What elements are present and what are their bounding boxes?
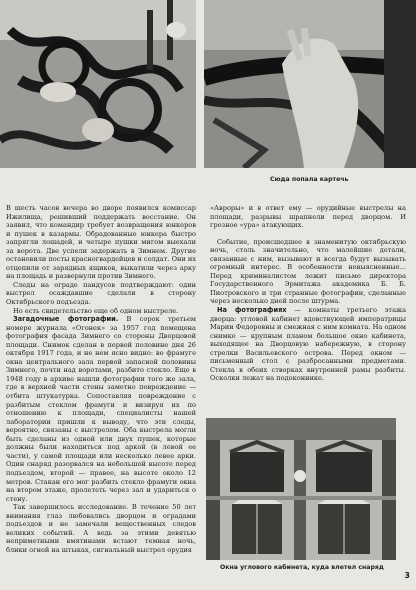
photo-damage-closeup bbox=[204, 0, 416, 168]
right-column bbox=[210, 204, 406, 416]
paragraph bbox=[6, 315, 196, 503]
paragraph-text: — комнаты третьего этажа дворца: угловой кабинет вдовствующей императрицы Марии Федоровны и смежная с ним комната. На одном снимке — крупным планом большое окно кабинета, выходящее на Дворцовую набережную, в сторону стрелки Васильевского острова. Перед окном — письменный стол с разбросанными предметами. Стекла в обеих створках внутренней рамы разбиты. Осколки лежат на подоконнике. bbox=[210, 306, 406, 383]
photo-corner-cabinet-windows bbox=[206, 418, 396, 560]
paragraph bbox=[210, 306, 406, 383]
page-number: 3 bbox=[404, 571, 410, 580]
paragraph: Следы на ограде пандусов подтверждают: один выстрел осаждавшие сделали в сторону Октябрьского подъезда. bbox=[6, 280, 196, 307]
section-heading: На фотографиях bbox=[217, 306, 287, 315]
paragraph: «Авроры» и в ответ ему — орудийные выстрелы на площади, разрывы шрапнели перед дворцом. И грозное «ура» атакующих. bbox=[210, 204, 406, 230]
caption-bottom-right: Окна углового кабинета, куда влетел снаряд bbox=[220, 564, 384, 571]
left-column bbox=[6, 204, 196, 570]
paragraph: Так завершилось исследование. В течение 50 лет внимания глаз любовались дворцом и оградами подъездов и не замечали вещественных следов великих событий. А ведь за этими девятью неприметными вмятинами встают темная ночь, блики огней на штыках, сигнальный выстрел орудия bbox=[6, 503, 196, 554]
paragraph: В шесть часов вечера во дворе появился комиссар Ижилища, решивший поддержать восстание. Он заявил, что командир требует возвращения юнкеров и пушек в казармы. Обрадованные юнкера быстро запрягли лошадей, и четыре пушки мигом выехали за ворота. Две успели задержать в Зимнем. Другие остановили посты красногвардейцев и солдат. Они их отцепили от зарядных ящиков, выкатили через арку на площадь и развернули против Зимнего. bbox=[6, 204, 196, 281]
section-heading: Загадочные фотографии. bbox=[13, 315, 119, 324]
paragraph: Но есть свидетельство еще об одном выстреле. bbox=[13, 306, 179, 315]
paragraph-text: В сорок третьем номере журнала «Огонек» за 1957 год помещена фотография фасада Зимнего со стороны Дворцовой площади. Снимок сделан в первой половине дня 26 октября 1917 года, и не нем ясно видно: во фрамуге окна центрального зала первой запасной половины Зимнего, почти над воротами, разбито стекло. Еще в 1948 году в архиве нашли фотографии того же зала, где в верхней части стены заметно повреждение — отбита штукатурка. Сопоставляя повреждение с разбитым стеклом фрамуги и визируя их по отношению к площади, специалисты нашей лаборатории пришли к выводу, что эти следы, вероятно, связаны с выстрелом. Оба выстрела могли быть сделаны из одной или двух пушек, которые должны были находиться под аркой (в левой ее части), у самой площади или несколько левее арки. Один снаряд разорвался на небольшой высоте перед подъездом, второй — правее, на высоте около 12 метров. Стакан его мог разбить стекло фрамуги окна на втором этаже, пролететь через зал и удариться о стену. bbox=[6, 315, 196, 503]
caption-top-right: Сюда попала картечь bbox=[270, 176, 349, 183]
paragraph: Событие, происшедшее в знаменитую октябрьскую ночь, столь значительно, что малейшие детали, связанные с ним, вызывают и всегда будут вызывать огромный интерес. В особенности невыясненные... Перед криминалистом лежит письмо директора Государственного Эрмитажа академика Б. Б. Пиотровского и три странные фотографии, сделанные через несколько дней после штурма. bbox=[210, 237, 406, 306]
photo-ornate-gate bbox=[0, 0, 196, 168]
